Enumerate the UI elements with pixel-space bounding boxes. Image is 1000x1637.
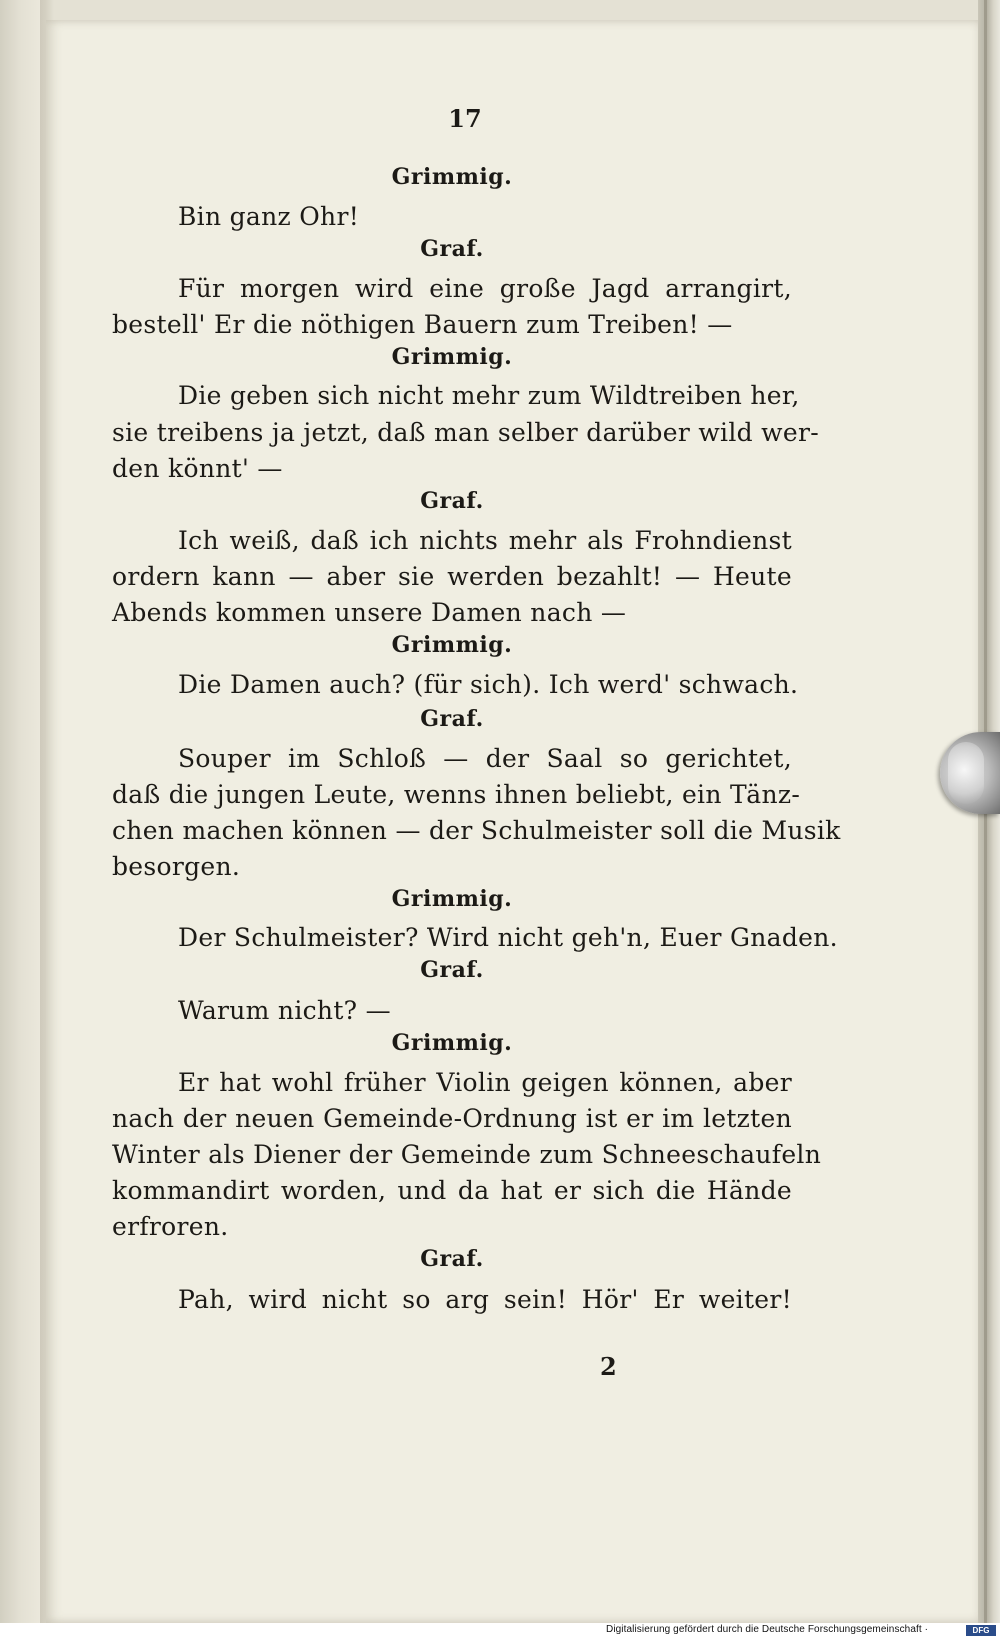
page-edge — [978, 0, 1000, 1637]
page-number: 17 — [448, 104, 482, 133]
speaker-heading: Graf. — [420, 957, 484, 983]
text-line: Warum nicht? — — [178, 996, 391, 1025]
text-line: kommandirt worden, und da hat er sich die Hände — [112, 1176, 792, 1205]
text-line: Souper im Schloß — der Saal so gerichtet, — [178, 744, 792, 773]
text-line: Abends kommen unsere Damen nach — — [112, 598, 627, 627]
speaker-heading: Grimmig. — [391, 164, 513, 190]
text-line: den könnt' — — [112, 454, 283, 483]
speaker-heading: Graf. — [420, 706, 484, 732]
speaker-heading: Grimmig. — [391, 344, 513, 370]
speaker-heading: Grimmig. — [391, 1030, 513, 1056]
text-line: bestell' Er die nöthigen Bauern zum Treiben! — — [112, 310, 733, 339]
text-line: ordern kann — aber sie werden bezahlt! — Heute — [112, 562, 792, 591]
text-line: Die geben sich nicht mehr zum Wildtreiben her, — [178, 381, 800, 410]
signature-mark: 2 — [600, 1352, 617, 1381]
text-line: Ich weiß, daß ich nichts mehr als Frohndienst — [178, 526, 792, 555]
text-line: besorgen. — [112, 852, 241, 881]
text-line: erfroren. — [112, 1212, 229, 1241]
text-line: sie treibens ja jetzt, daß man selber darüber wild wer- — [112, 418, 819, 447]
speaker-heading: Graf. — [420, 488, 484, 514]
dfg-logo: DFG — [966, 1625, 996, 1636]
text-line: Die Damen auch? (für sich). Ich werd' schwach. — [178, 670, 799, 699]
text-line: Der Schulmeister? Wird nicht geh'n, Euer Gnaden. — [178, 923, 838, 952]
speaker-heading: Graf. — [420, 1246, 484, 1272]
speaker-heading: Grimmig. — [391, 886, 513, 912]
text-line: Für morgen wird eine große Jagd arrangirt, — [178, 274, 792, 303]
page-edge-line — [984, 0, 987, 1637]
text-line: Winter als Diener der Gemeinde zum Schneeschaufeln — [112, 1140, 822, 1169]
text-line: nach der neuen Gemeinde-Ordnung ist er im letzten — [112, 1104, 792, 1133]
text-line: chen machen können — der Schulmeister soll die Musik — [112, 816, 841, 845]
funding-note: Digitalisierung gefördert durch die Deutsche Forschungsgemeinschaft · — [606, 1624, 929, 1635]
text-line: Bin ganz Ohr! — [178, 202, 360, 231]
speaker-heading: Graf. — [420, 236, 484, 262]
text-line: Pah, wird nicht so arg sein! Hör' Er weiter! — [178, 1285, 792, 1314]
text-line: daß die jungen Leute, wenns ihnen beliebt, ein Tänz- — [112, 780, 801, 809]
text-line: Er hat wohl früher Violin geigen können, aber — [178, 1068, 792, 1097]
speaker-heading: Grimmig. — [391, 632, 513, 658]
